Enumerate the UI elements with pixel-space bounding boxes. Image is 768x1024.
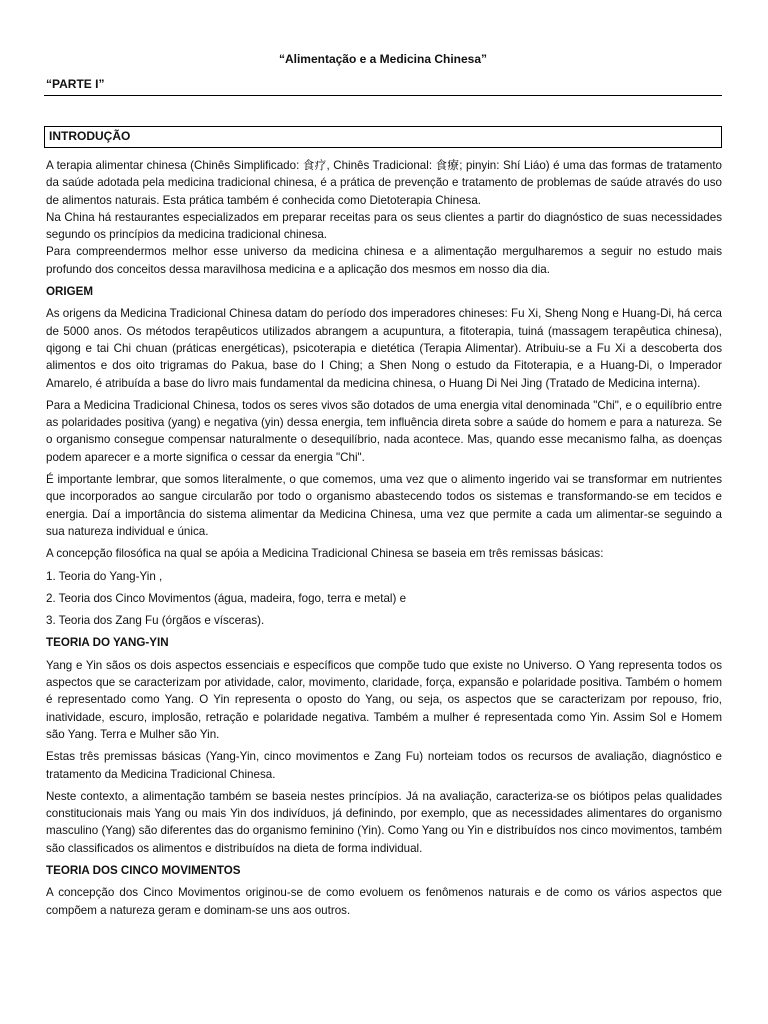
- introduction-heading-box: [44, 126, 722, 148]
- yang-yin-heading: TEORIA DO YANG-YIN: [46, 636, 169, 650]
- list-item: 2. Teoria dos Cinco Movimentos (água, madeira, fogo, terra e metal) e: [46, 591, 407, 605]
- document-body: [46, 157, 722, 924]
- part-label: “PARTE I”: [46, 77, 105, 91]
- origem-paragraph: A concepção filosófica na qual se apóia a Medicina Tradicional Chinesa se baseia em três remissas básicas:: [46, 547, 604, 561]
- yang-yin-paragraph: Neste contexto, a alimentação também se baseia nestes princípios. Já na avaliação, caracteriza-se os biótipos pelas qualidades constitucionais mais Yang ou mais Yin dos indivíduos, já definindo, por exemplo, que as necessidades alimentares do organismo masculino (Yang) são diferentes das do organismo feminino (Yin). Como Yang ou Yin e distribuídos nos cinco movimentos, também são classificados os alimentos e distribuídos na dieta de forma individual.: [46, 789, 722, 855]
- yang-yin-paragraph: Yang e Yin sãos os dois aspectos essenciais e específicos que compõe tudo que existe no Universo. O Yang representa todos os aspectos que se caracterizam por atividade, calor, movimento, claridade, força, expansão e polaridade positiva. Também o homem é representado como Yang. O Yin representa o oposto do Yang, ou seja, os aspectos que se caracterizam por repouso, frio, inatividade, escuro, implosão, retração e polaridade negativa. Também a mulher é representada como Yin. Assim Sol e Homem são Yang. Terra e Mulher são Yin.: [46, 658, 722, 741]
- intro-paragraph: A terapia alimentar chinesa (Chinês Simplificado: 食疗, Chinês Tradicional: 食療; pinyin: Shí Liáo) é uma das formas de tratamento da saúde adotada pela medicina tradicional chinesa, é a prática de prevenção e tratamento de problemas de saúde através do uso de alimentos naturais. Esta prática também é conhecida como Dietoterapia Chinesa.: [46, 159, 722, 207]
- origem-heading: ORIGEM: [46, 285, 94, 299]
- origem-paragraph: Para a Medicina Tradicional Chinesa, todos os seres vivos são dotados de uma energia vital denominada "Chi", e o equilíbrio entre as polaridades positiva (yang) e negativa (yin) dessa energia, tem influência direta sobre a saúde do homem e para a natureza. Se o organismo consegue compensar naturalmente o desequilíbrio, nada acontece. Mas, quando esse mecanismo falha, as doenças podem aparecer e a morte significa o cessar da energia "Chi".: [46, 398, 722, 464]
- list-item: 3. Teoria dos Zang Fu (órgãos e vísceras).: [46, 614, 265, 628]
- document-title: “Alimentação e a Medicina Chinesa”: [278, 52, 488, 66]
- origem-paragraph: As origens da Medicina Tradicional Chinesa datam do período dos imperadores chineses: Fu Xi, Sheng Nong e Huang-Di, há cerca de 5000 anos. Os métodos terapêuticos utilizados abrangem a acupuntura, a fitoterapia, tuiná (massagem terapêutica chinesa), qigong e tai Chi chuan (práticas energéticas), psicoterapia e dietética (Terapia Alimentar). Atribuiu-se a Fu Xi a descoberta dos alimentos e dos oito trigramas do Pakua, base do I Ching; a Shen Nong o estudo da Fitoterapia, e a Huang-Di, o Imperador Amarelo, é atribuída a base do livro mais fundamental da medicina chinesa, o Huang Di Nei Jing (Tratado de Medicina interna).: [46, 307, 722, 390]
- cinco-movimentos-paragraph: A concepção dos Cinco Movimentos originou-se de como evoluem os fenômenos naturais e de como os vários aspectos que compõem a natureza geram e dominam-se uns aos outros.: [46, 886, 722, 917]
- intro-paragraph: Para compreendermos melhor esse universo da medicina chinesa e a alimentação mergulharemos a seguir no estudo mais profundo dos conceitos dessa maravilhosa medicina e a aplicação dos mesmos em nosso dia dia.: [46, 245, 722, 276]
- cinco-movimentos-heading: TEORIA DOS CINCO MOVIMENTOS: [46, 863, 241, 877]
- introduction-heading: INTRODUÇÃO: [49, 129, 131, 143]
- origem-paragraph: É importante lembrar, que somos literalmente, o que comemos, uma vez que o alimento ingerido vai se transformar em nutrientes que incorporados ao sangue circularão por todo o organismo abastecendo todos os sistemas e transformando-se em tecidos e energia. Daí a importância do sistema alimentar da Medicina Chinesa, uma vez que permite a cada um alimentar-se seguindo a sua natureza individual e única.: [46, 473, 722, 538]
- intro-paragraph: Na China há restaurantes especializados em preparar receitas para os seus clientes a partir do diagnóstico de suas necessidades segundo os princípios da medicina tradicional chinesa.: [46, 210, 722, 242]
- part-divider: [44, 95, 722, 96]
- list-item: 1. Teoria do Yang-Yin ,: [46, 569, 163, 583]
- yang-yin-paragraph: Estas três premissas básicas (Yang-Yin, cinco movimentos e Zang Fu) norteiam todos os recursos de avaliação, diagnóstico e tratamento da Medicina Tradicional Chinesa.: [46, 750, 722, 781]
